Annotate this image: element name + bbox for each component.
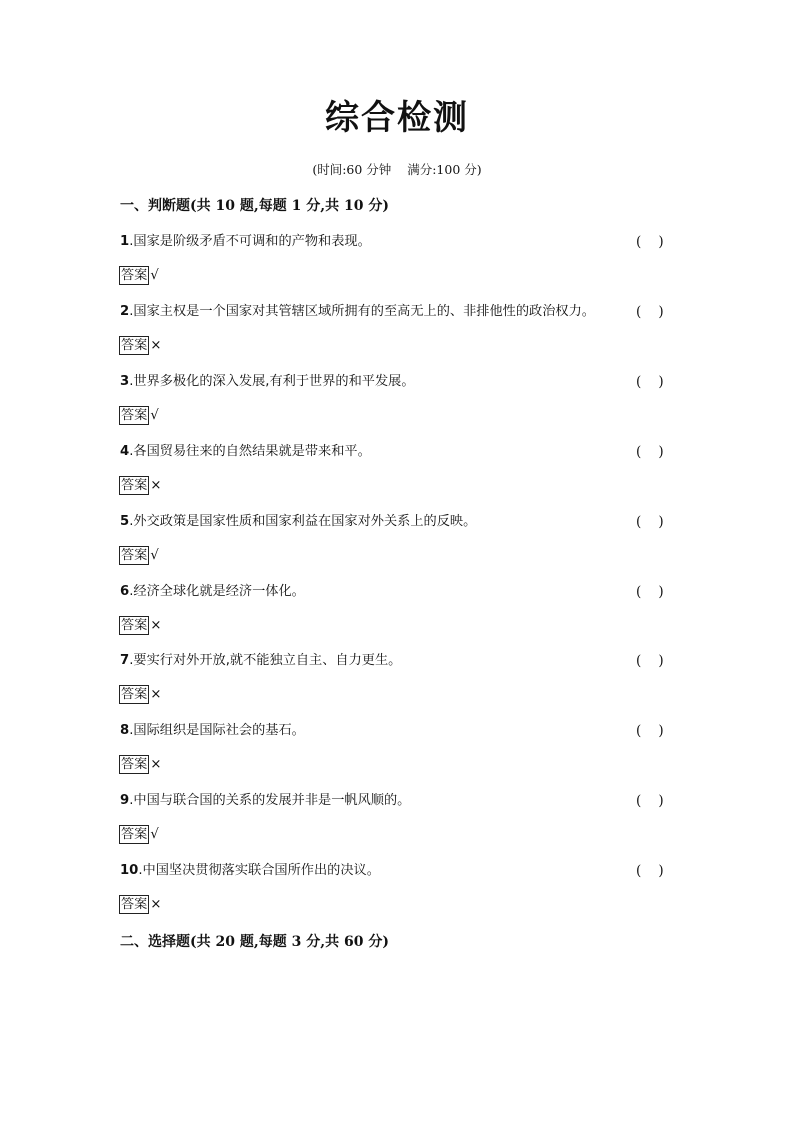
answer-blank: ( ) [636,723,664,739]
answer-label: 答案 [121,687,148,702]
answer-label: 答案 [121,757,148,772]
exam-info [0,160,794,180]
answer-mark: × [150,687,162,702]
answer-blank: ( ) [636,234,664,250]
question-number: 10 [120,863,139,878]
question-number: 9 [120,793,130,808]
question-row [120,442,680,462]
answer-mark: × [150,757,162,772]
question-number: 2 [120,304,130,319]
answer-mark: × [150,618,162,633]
answer-label: 答案 [121,268,148,283]
question-number: 7 [120,653,130,668]
answer-row [119,755,161,775]
question-row [120,861,680,881]
question-row [120,372,680,392]
answer-label: 答案 [121,827,148,842]
question-text: .经济全球化就是经济一体化。 [129,584,305,599]
question-number: 3 [120,374,130,389]
answer-row [119,895,161,915]
answer-row [119,685,161,705]
question-row [120,721,680,741]
question-row [120,232,680,252]
question-row [120,791,680,811]
answer-blank: ( ) [636,374,664,390]
question-text: .世界多极化的深入发展,有利于世界的和平发展。 [129,374,415,389]
answer-mark: √ [150,548,159,563]
answer-mark: √ [150,827,159,842]
answer-row [119,406,159,426]
answer-blank: ( ) [636,444,664,460]
exam-time: (时间:60 分钟 [312,162,392,177]
answer-blank: ( ) [636,514,664,530]
question-number: 4 [120,444,130,459]
answer-label: 答案 [121,338,148,353]
answer-blank: ( ) [636,584,664,600]
question-text: .要实行对外开放,就不能独立自主、自力更生。 [129,653,402,668]
answer-label: 答案 [121,408,148,423]
answer-label: 答案 [121,548,148,563]
answer-mark: × [150,338,162,353]
answer-blank: ( ) [636,863,664,879]
question-row [120,302,680,322]
question-number: 1 [120,234,130,249]
question-text: .各国贸易往来的自然结果就是带来和平。 [129,444,371,459]
exam-score: 满分:100 分) [407,162,482,177]
question-text: .中国坚决贯彻落实联合国所作出的决议。 [138,863,380,878]
answer-row [119,546,159,566]
question-text: .中国与联合国的关系的发展并非是一帆风顺的。 [129,793,411,808]
question-number: 8 [120,723,130,738]
answer-mark: √ [150,268,159,283]
answer-row [119,825,159,845]
answer-label: 答案 [121,897,148,912]
question-number: 5 [120,514,130,529]
section-heading-judgment: 一、判断题(共 10 题,每题 1 分,共 10 分) [120,198,389,214]
answer-label: 答案 [121,618,148,633]
answer-blank: ( ) [636,653,664,669]
answer-blank: ( ) [636,304,664,320]
answer-row [119,336,161,356]
question-text: .国际组织是国际社会的基石。 [129,723,305,738]
answer-row [119,616,161,636]
answer-mark: × [150,897,162,912]
question-row [120,582,680,602]
question-text: .国家主权是一个国家对其管辖区域所拥有的至高无上的、非排他性的政治权力。 [129,304,595,319]
question-row [120,512,680,532]
question-row [120,651,680,671]
answer-row [119,266,159,286]
question-text: .国家是阶级矛盾不可调和的产物和表现。 [129,234,371,249]
answer-row [119,476,161,496]
answer-label: 答案 [121,478,148,493]
answer-mark: × [150,478,162,493]
answer-blank: ( ) [636,793,664,809]
question-text: .外交政策是国家性质和国家利益在国家对外关系上的反映。 [129,514,477,529]
answer-mark: √ [150,408,159,423]
page-title: 综合检测 [325,98,469,138]
section-heading-choice: 二、选择题(共 20 题,每题 3 分,共 60 分) [120,934,389,950]
question-number: 6 [120,584,130,599]
